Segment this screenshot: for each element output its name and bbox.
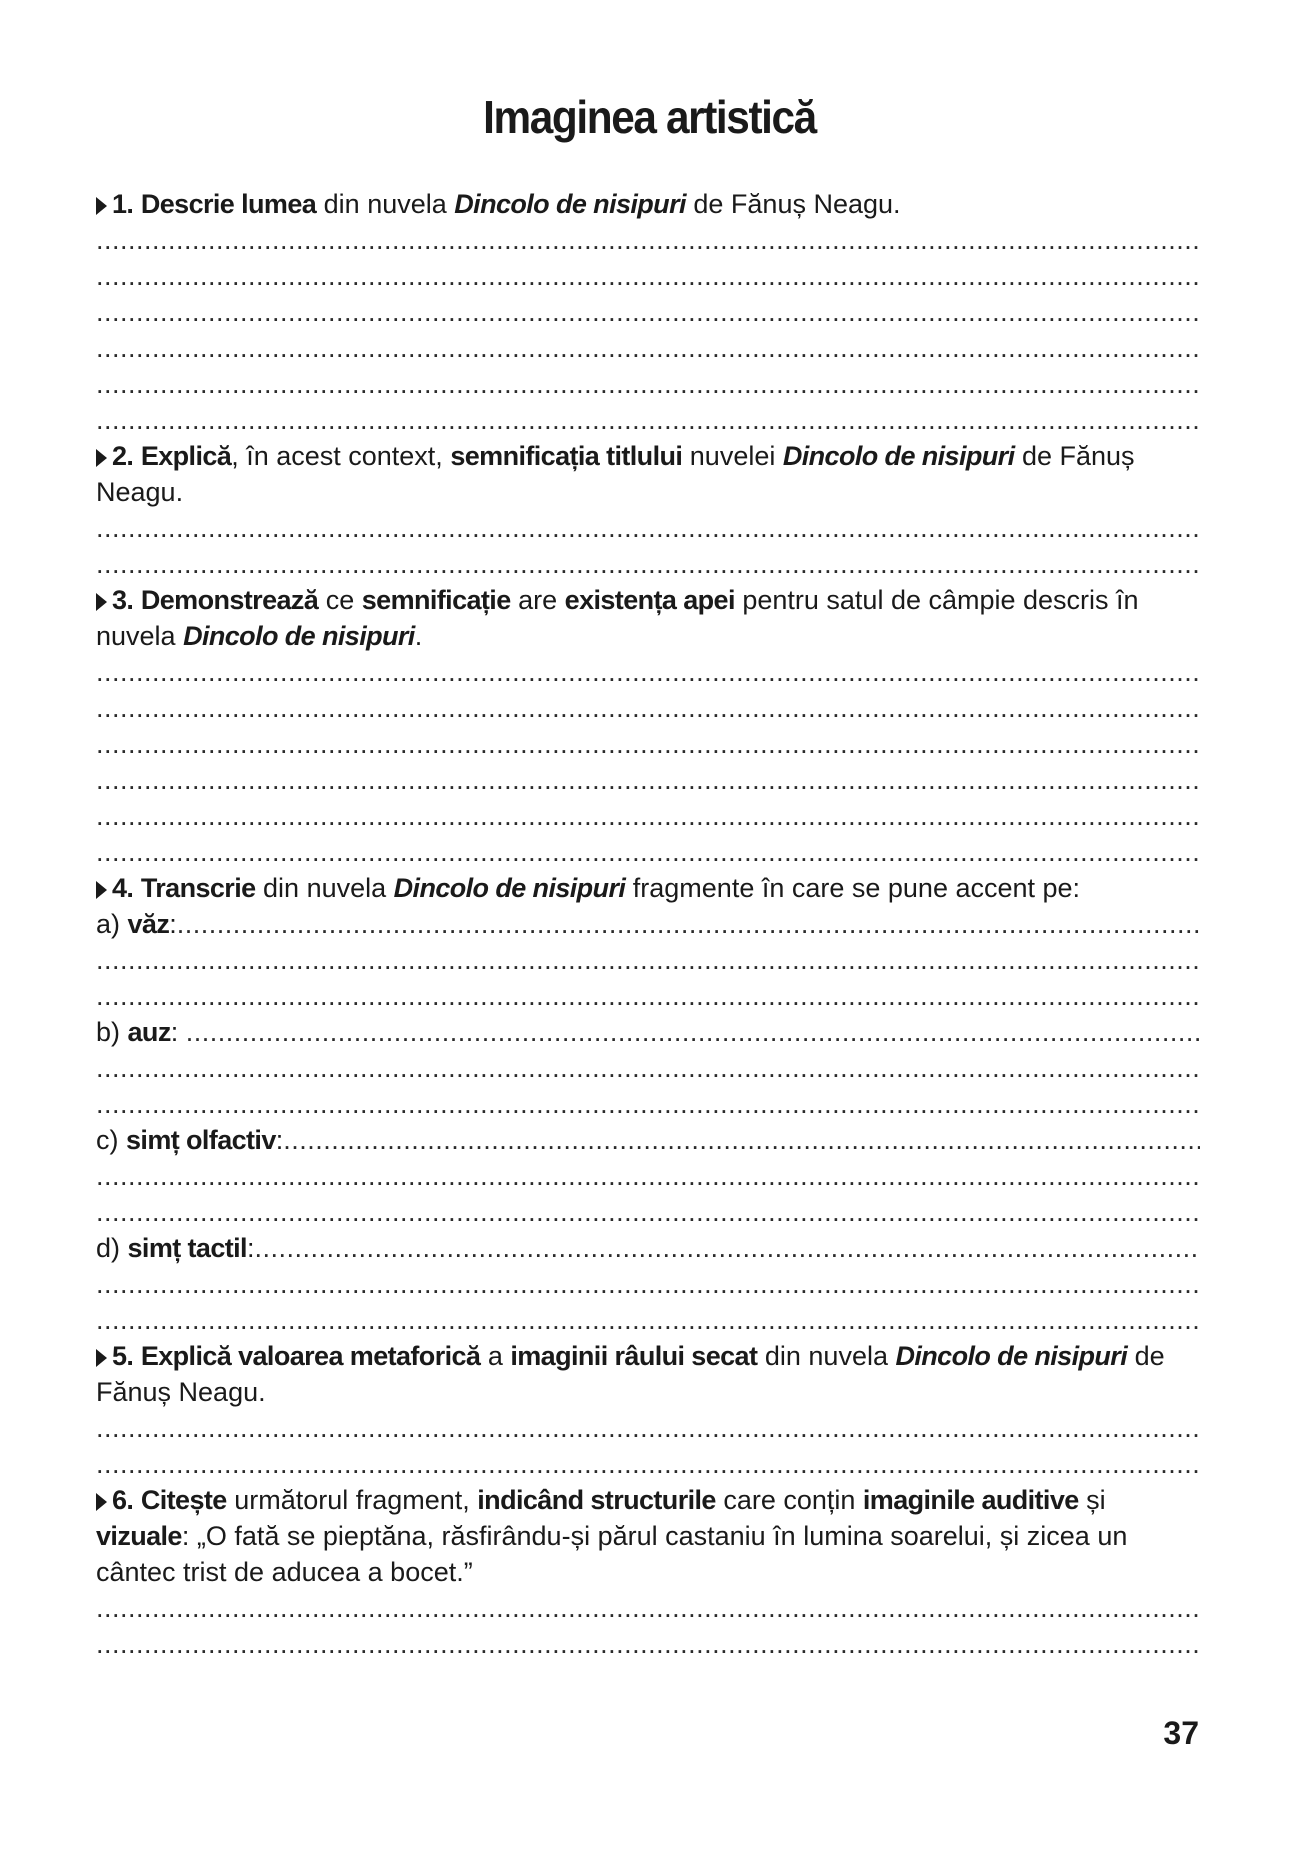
answer-line [186, 1017, 1200, 1047]
sub-item-suffix: : [275, 1125, 284, 1155]
answer-line[interactable] [96, 258, 1200, 294]
answer-line[interactable] [96, 798, 1200, 834]
question-verb: Explică valoarea metaforică [140, 1341, 481, 1371]
bullet-arrow-icon [96, 593, 107, 611]
question-3 [96, 582, 1200, 654]
question-text: are [510, 585, 565, 615]
book-title: Dincolo de nisipuri [454, 189, 686, 219]
answer-line[interactable] [96, 1266, 1200, 1302]
answer-line[interactable] [96, 1626, 1200, 1662]
answer-line[interactable] [96, 546, 1200, 582]
question-keyword: imaginii râului secat [510, 1341, 758, 1371]
sub-item-label: simț olfactiv [126, 1125, 276, 1155]
question-number: 2. [112, 441, 134, 471]
question-verb: Descrie lumea [140, 189, 317, 219]
answer-line[interactable] [96, 1086, 1200, 1122]
answer-line[interactable] [96, 1302, 1200, 1338]
answer-line[interactable] [96, 1050, 1200, 1086]
answer-line[interactable] [96, 402, 1200, 438]
sub-item-suffix: : [170, 1017, 186, 1047]
answer-line[interactable] [96, 510, 1200, 546]
question-text: , în acest context, [231, 441, 451, 471]
sub-item-label: simț tactil [127, 1233, 247, 1263]
question-number: 1. [112, 189, 134, 219]
answer-line[interactable] [96, 1590, 1200, 1626]
question-keyword: semnificație [361, 585, 511, 615]
answer-line[interactable] [96, 1194, 1200, 1230]
book-title: Dincolo de nisipuri [183, 621, 415, 651]
question-text: de Fănuș Neagu. [96, 441, 1135, 507]
sub-item-label: auz [127, 1017, 171, 1047]
answer-line[interactable] [96, 726, 1200, 762]
question-verb: Transcrie [140, 873, 256, 903]
answer-line [177, 909, 1200, 939]
answer-line[interactable] [96, 366, 1200, 402]
answer-line[interactable] [96, 222, 1200, 258]
bullet-arrow-icon [96, 197, 107, 215]
sub-item-prefix: d) [96, 1233, 128, 1263]
sub-item-label: văz [127, 909, 170, 939]
answer-line[interactable] [96, 330, 1200, 366]
sub-item-d[interactable] [96, 1230, 1200, 1266]
question-text: din nuvela [316, 189, 455, 219]
question-2 [96, 438, 1200, 510]
book-title: Dincolo de nisipuri [895, 1341, 1128, 1371]
question-text: următorul fragment, [226, 1485, 478, 1515]
sub-item-prefix: a) [96, 909, 128, 939]
bullet-arrow-icon [96, 1493, 107, 1511]
answer-line[interactable] [96, 978, 1200, 1014]
bullet-arrow-icon [96, 449, 107, 467]
question-verb: Demonstrează [140, 585, 319, 615]
question-verb: Citește [140, 1485, 227, 1515]
question-text: nuvelei [682, 441, 783, 471]
sub-item-c[interactable] [96, 1122, 1200, 1158]
question-text: din nuvela [255, 873, 394, 903]
sub-item-a[interactable] [96, 906, 1200, 942]
question-text: din nuvela [757, 1341, 896, 1371]
question-verb: Explică [140, 441, 232, 471]
answer-line [283, 1125, 1200, 1155]
question-text: care conțin [715, 1485, 863, 1515]
question-text: . [414, 621, 423, 651]
question-text: pentru satul de câmpie descris în nuvela [96, 585, 1139, 651]
question-text: ce [318, 585, 362, 615]
question-1 [96, 186, 1200, 222]
question-text: : „O fată se pieptăna, răsfirându-și părul castaniu în lumina soarelui, și zicea un cântec trist de aducea a bocet.” [96, 1521, 1128, 1587]
answer-line [254, 1233, 1200, 1263]
answer-line[interactable] [96, 1446, 1200, 1482]
answer-line[interactable] [96, 690, 1200, 726]
question-text: de Fănuș Neagu. [685, 189, 901, 219]
bullet-arrow-icon [96, 1349, 107, 1367]
question-text: fragmente în care se pune accent pe: [625, 873, 1081, 903]
question-number: 6. [112, 1485, 134, 1515]
question-text: și [1078, 1485, 1106, 1515]
sub-item-prefix: c) [96, 1125, 126, 1155]
question-5 [96, 1338, 1200, 1410]
question-text: a [480, 1341, 511, 1371]
answer-line[interactable] [96, 1410, 1200, 1446]
sub-item-prefix: b) [96, 1017, 128, 1047]
question-keyword: semnificația titlului [450, 441, 683, 471]
answer-line[interactable] [96, 294, 1200, 330]
question-4 [96, 870, 1200, 906]
worksheet-content [96, 186, 1200, 1662]
answer-line[interactable] [96, 654, 1200, 690]
answer-line[interactable] [96, 942, 1200, 978]
question-text: de Fănuș Neagu. [96, 1341, 1165, 1407]
sub-item-b[interactable] [96, 1014, 1200, 1050]
book-title: Dincolo de nisipuri [393, 873, 626, 903]
question-keyword: imaginile auditive [862, 1485, 1079, 1515]
question-keyword: indicând structurile [477, 1485, 716, 1515]
sub-item-suffix: : [169, 909, 177, 939]
page-title: Imaginea artistică [483, 91, 816, 143]
answer-line[interactable] [96, 762, 1200, 798]
page-number: 37 [1163, 1715, 1199, 1751]
question-number: 5. [112, 1341, 134, 1371]
book-title: Dincolo de nisipuri [782, 441, 1015, 471]
question-number: 3. [112, 585, 134, 615]
answer-line[interactable] [96, 834, 1200, 870]
question-number: 4. [112, 873, 134, 903]
question-keyword: vizuale [96, 1521, 182, 1551]
question-6 [96, 1482, 1200, 1590]
answer-line[interactable] [96, 1158, 1200, 1194]
bullet-arrow-icon [96, 881, 107, 899]
question-keyword: existența apei [564, 585, 735, 615]
sub-item-suffix: : [246, 1233, 255, 1263]
